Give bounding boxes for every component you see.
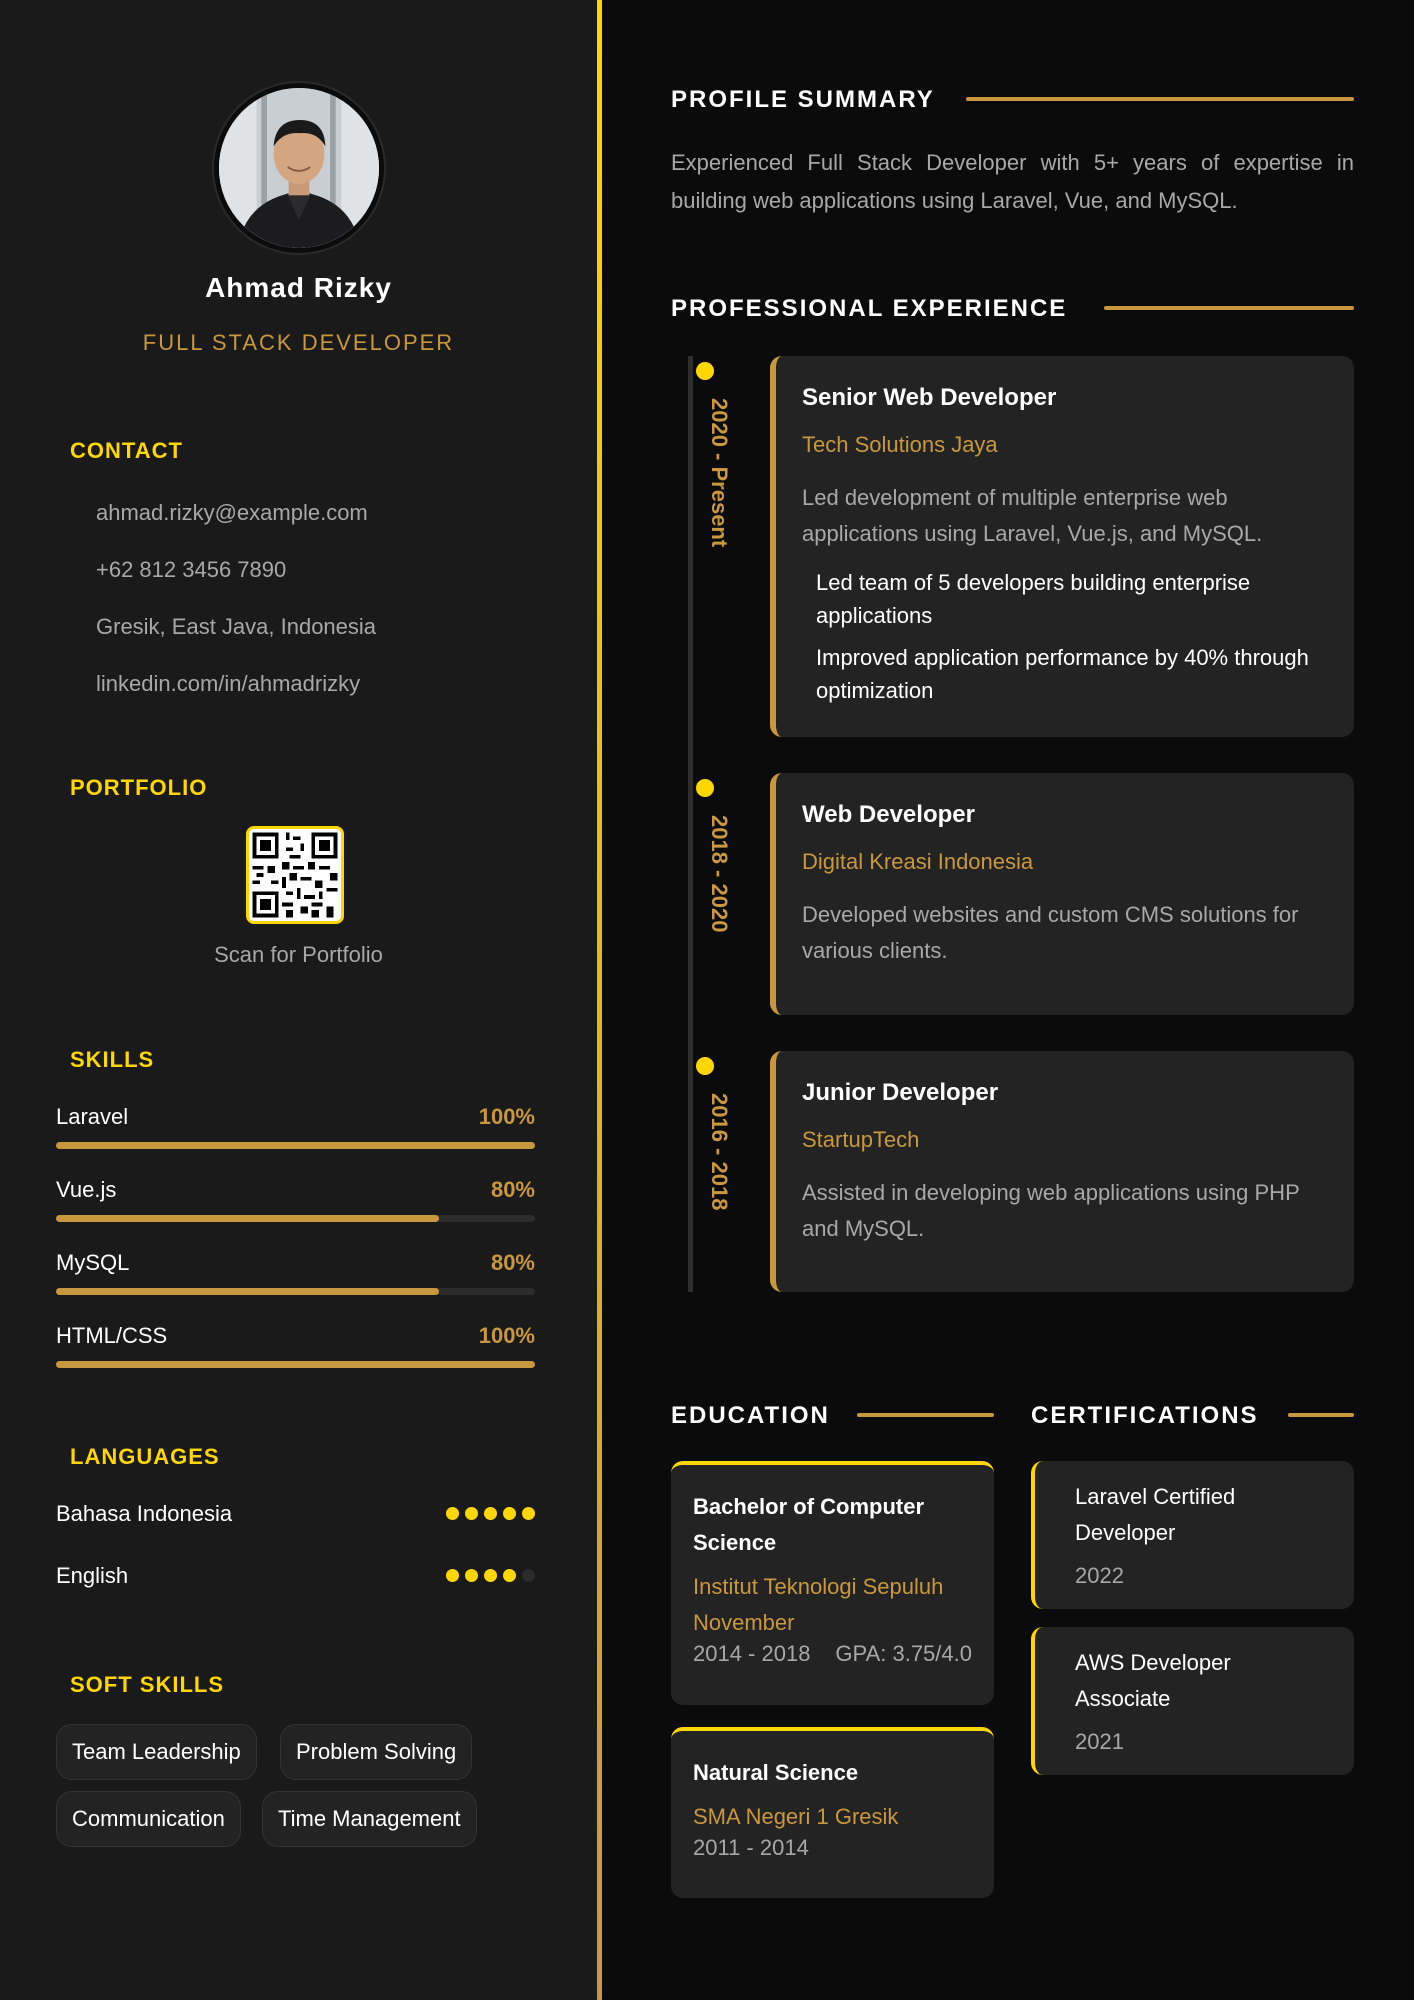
education-years: 2011 - 2014: [693, 1835, 809, 1860]
contact-phone[interactable]: +62 812 3456 7890: [96, 557, 287, 582]
certification-name: Laravel Certified Developer: [1075, 1484, 1236, 1545]
experience-role: Junior Developer: [802, 1079, 999, 1106]
experience-description: Led development of multiple enterprise web applications using Laravel, Vue.js, and MySQL.: [802, 485, 1263, 546]
certifications-heading: CERTIFICATIONS: [1031, 1402, 1259, 1429]
portfolio-heading: PORTFOLIO: [70, 775, 208, 800]
skill-percent: 80%: [490, 1250, 535, 1275]
language-name: Bahasa Indonesia: [56, 1501, 233, 1526]
timeline-line: [688, 356, 693, 1292]
skill-row: [56, 1104, 535, 1156]
timeline-dot: [693, 1054, 717, 1078]
rating-dot: [484, 1507, 497, 1520]
portfolio-qr-code[interactable]: [246, 826, 344, 924]
qr-code-icon: [249, 829, 341, 921]
soft-skill-tag: Problem Solving: [280, 1724, 472, 1780]
education-degree: Natural Science: [693, 1760, 859, 1785]
rating-dot: [446, 1507, 459, 1520]
main-content: [602, 0, 1414, 2000]
certification-year: 2021: [1075, 1729, 1124, 1754]
soft-skill-tag: Team Leadership: [56, 1724, 257, 1780]
skill-bar-track: [56, 1142, 535, 1149]
education-school: Institut Teknologi Sepuluh November: [693, 1574, 944, 1635]
timeline-dot: [693, 359, 717, 383]
avatar: [214, 83, 384, 253]
rating-dot: [503, 1569, 516, 1582]
rating-dot: [522, 1569, 535, 1582]
contact-heading: CONTACT: [70, 438, 183, 463]
sidebar: [0, 0, 597, 2000]
education-meta: [693, 1835, 972, 1861]
language-row: [56, 1501, 535, 1531]
skill-bar-track: [56, 1361, 535, 1368]
contact-location: Gresik, East Java, Indonesia: [96, 614, 377, 639]
rating-dot: [503, 1507, 516, 1520]
contact-linkedin[interactable]: linkedin.com/in/ahmadrizky: [96, 671, 361, 696]
skill-percent: 100%: [478, 1104, 535, 1129]
soft-skills-heading: SOFT SKILLS: [70, 1672, 224, 1697]
achievement-item: Led team of 5 developers building enterprise applications: [816, 570, 1251, 628]
skill-bar-track: [56, 1288, 535, 1295]
experience-role: Senior Web Developer: [802, 384, 1057, 411]
skill-percent: 100%: [478, 1323, 535, 1348]
skill-name: HTML/CSS: [56, 1323, 168, 1348]
experience-description: Developed websites and custom CMS solutions for various clients.: [802, 902, 1299, 963]
soft-skill-tag: Communication: [56, 1791, 241, 1847]
skill-bar-fill: [56, 1215, 439, 1222]
education-gpa: GPA: 3.75/4.0: [835, 1641, 972, 1666]
profile-title: FULL STACK DEVELOPER: [142, 330, 455, 355]
languages-heading: LANGUAGES: [70, 1444, 220, 1469]
experience-card: [770, 773, 1354, 1015]
skill-bar-fill: [56, 1142, 535, 1149]
rating-dot: [446, 1569, 459, 1582]
section-rule: [857, 1413, 994, 1417]
experience-company: StartupTech: [802, 1127, 920, 1152]
experience-role: Web Developer: [802, 801, 975, 828]
section-rule: [1104, 306, 1354, 310]
education-card: [671, 1461, 994, 1705]
soft-skill-tag: Time Management: [262, 1791, 477, 1847]
profile-photo: [219, 88, 379, 248]
rating-dot: [522, 1507, 535, 1520]
achievement-list: [802, 566, 1328, 707]
summary-heading: PROFILE SUMMARY: [671, 86, 935, 113]
experience-company: Digital Kreasi Indonesia: [802, 849, 1034, 874]
contact-email[interactable]: ahmad.rizky@example.com: [96, 500, 368, 525]
experience-card: [770, 356, 1354, 737]
education-school: SMA Negeri 1 Gresik: [693, 1804, 899, 1829]
education-degree: Bachelor of Computer Science: [693, 1494, 925, 1555]
certification-name: AWS Developer Associate: [1075, 1650, 1231, 1711]
skill-name: Laravel: [56, 1104, 129, 1129]
experience-period: 2016 - 2018: [707, 1093, 732, 1211]
timeline-dot: [693, 776, 717, 800]
skill-row: [56, 1323, 535, 1375]
language-rating: [446, 1569, 535, 1582]
language-row: [56, 1563, 535, 1593]
skill-row: [56, 1177, 535, 1229]
experience-period: 2020 - Present: [707, 398, 732, 548]
section-rule: [1288, 1413, 1354, 1417]
section-rule: [966, 97, 1354, 101]
rating-dot: [465, 1507, 478, 1520]
achievement-item: Improved application performance by 40% through optimization: [816, 645, 1309, 703]
language-name: English: [56, 1563, 129, 1588]
certification-card: [1031, 1461, 1354, 1609]
experience-heading: PROFESSIONAL EXPERIENCE: [671, 295, 1068, 322]
experience-card: [770, 1051, 1354, 1292]
rating-dot: [484, 1569, 497, 1582]
skill-bar-track: [56, 1215, 535, 1222]
skill-name: Vue.js: [56, 1177, 117, 1202]
rating-dot: [465, 1569, 478, 1582]
certification-card: [1031, 1627, 1354, 1775]
skill-percent: 80%: [490, 1177, 535, 1202]
skill-bar-fill: [56, 1288, 439, 1295]
experience-company: Tech Solutions Jaya: [802, 432, 998, 457]
experience-description: Assisted in developing web applications using PHP and MySQL.: [802, 1180, 1300, 1241]
education-years: 2014 - 2018: [693, 1641, 811, 1666]
language-rating: [446, 1507, 535, 1520]
skill-row: [56, 1250, 535, 1302]
certification-year: 2022: [1075, 1563, 1124, 1588]
skill-bar-fill: [56, 1361, 535, 1368]
education-card: [671, 1727, 994, 1898]
profile-name: Ahmad Rizky: [205, 272, 392, 303]
skill-name: MySQL: [56, 1250, 130, 1275]
skills-heading: SKILLS: [70, 1047, 155, 1072]
experience-period: 2018 - 2020: [707, 815, 732, 933]
education-meta: [693, 1641, 972, 1667]
education-heading: EDUCATION: [671, 1402, 830, 1429]
summary-text: Experienced Full Stack Developer with 5+ years of expertise in building web applications using Laravel, Vue, and MySQL.: [671, 150, 1354, 213]
portfolio-caption: Scan for Portfolio: [214, 942, 383, 967]
